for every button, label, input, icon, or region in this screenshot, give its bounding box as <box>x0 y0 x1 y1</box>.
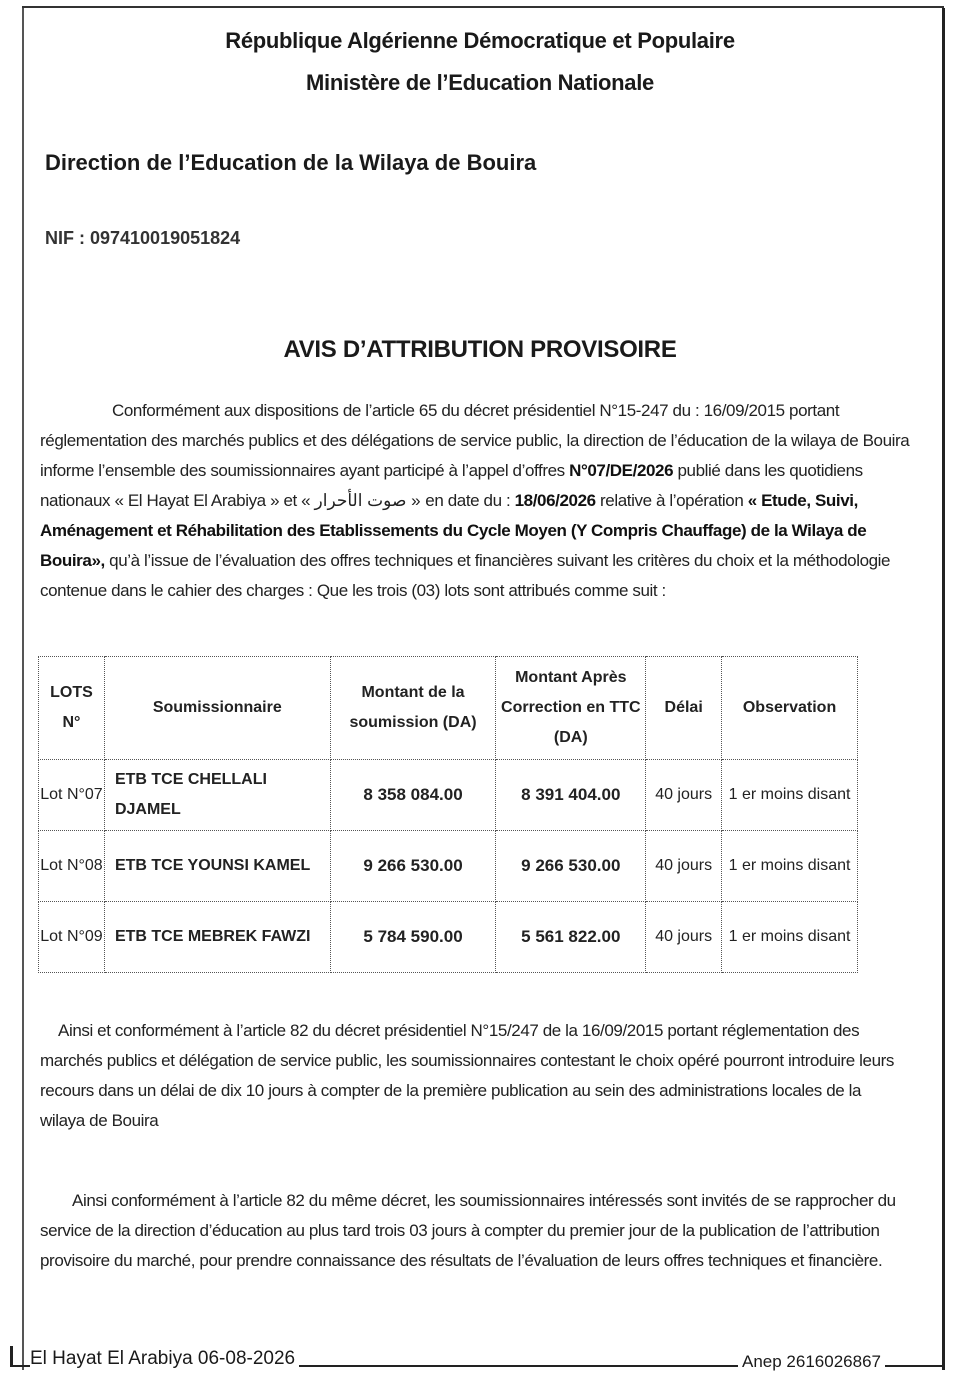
correction-cell: 8 391 404.00 <box>496 760 646 831</box>
republic-heading: République Algérienne Démocratique et Populaire <box>225 28 735 53</box>
correction-cell: 9 266 530.00 <box>496 831 646 902</box>
header-montant-soumission: Montant de la soumission (DA) <box>330 657 496 760</box>
correction-cell: 5 561 822.00 <box>496 902 646 973</box>
footer-corner <box>10 1346 13 1366</box>
footer-anep-reference: Anep 2616026867 <box>738 1352 885 1372</box>
header-soumissionnaire: Soumissionnaire <box>104 657 330 760</box>
footer-publication: El Hayat El Arabiya 06-08-2026 <box>30 1348 299 1370</box>
table-row <box>39 831 858 902</box>
intro-text-2: publié dans les quotidiens nationaux « El Hayat El Arabiya » et « صوت الأحرار » en date du : <box>40 461 863 510</box>
header-lots: LOTS N° <box>39 657 105 760</box>
montant-cell: 9 266 530.00 <box>330 831 496 902</box>
publication-date: 18/06/2026 <box>514 491 596 510</box>
direction-heading: Direction de l’Education de la Wilaya de Bouira <box>45 150 537 175</box>
operation-name: « Etude, Suivi, Aménagement et Réhabilitation des Etablissements du Cycle Moyen (Y Compris Chauffage) de la Wilaya de Bouira», <box>40 491 867 570</box>
convocation-paragraph <box>40 1186 910 1276</box>
intro-text-1: Conformément aux dispositions de l’article 65 du décret présidentiel N°15-247 du : 16/09/2015 portant réglementation des marchés publics et des délégations de service public, la direction de l’éducation de la wilaya de Bouira informe l’ensemble des soumissionnaires ayant participé à l’appel d’offres <box>40 401 910 480</box>
montant-cell: 5 784 590.00 <box>330 902 496 973</box>
table-row <box>39 902 858 973</box>
montant-cell: 8 358 084.00 <box>330 760 496 831</box>
delai-cell: 40 jours <box>646 831 722 902</box>
notice-title: AVIS D’ATTRIBUTION PROVISOIRE <box>283 336 677 363</box>
soumissionnaire-cell: ETB TCE CHELLALI DJAMEL <box>104 760 330 831</box>
lots-table <box>38 656 858 973</box>
ministry-heading: Ministère de l’Education Nationale <box>306 70 654 95</box>
recours-paragraph <box>40 1016 910 1136</box>
delai-cell: 40 jours <box>646 902 722 973</box>
intro-text-3: relative à l’opération <box>595 491 748 510</box>
observation-cell: 1 er moins disant <box>722 902 858 973</box>
delai-cell: 40 jours <box>646 760 722 831</box>
nif-number: NIF : 097410019051824 <box>45 228 241 248</box>
lot-cell: Lot N°09 <box>39 902 105 973</box>
header-delai: Délai <box>646 657 722 760</box>
soumissionnaire-cell: ETB TCE MEBREK FAWZI <box>104 902 330 973</box>
header-observation: Observation <box>722 657 858 760</box>
lot-cell: Lot N°07 <box>39 760 105 831</box>
observation-cell: 1 er moins disant <box>722 760 858 831</box>
convocation-text: Ainsi conformément à l’article 82 du même décret, les soumissionnaires intéressés sont invités de se rapprocher du service de la direction d’éducation au plus tard trois 03 jours à compter du premier jour de la publication de l’attribution provisoire du marché, pour prendre connaissance des résultats de l’évaluation de leurs offres techniques et financière. <box>40 1191 896 1270</box>
table-row <box>39 760 858 831</box>
observation-cell: 1 er moins disant <box>722 831 858 902</box>
intro-paragraph <box>40 396 910 606</box>
soumissionnaire-cell: ETB TCE YOUNSI KAMEL <box>104 831 330 902</box>
intro-text-4: qu’à l’issue de l’évaluation des offres techniques et financières suivant les critères du choix et la méthodologie contenue dans le cahier des charges : Que les trois (03) lots sont attribués comme suit : <box>40 551 891 600</box>
recours-text: Ainsi et conformément à l’article 82 du décret présidentiel N°15/247 de la 16/09/2015 portant réglementation des marchés publics et délégation de service public, les soumissionnaires contestant le choix opéré pourront introduire leurs recours dans un délai de dix 10 jours à compter de la première publication au sein des administrations locales de la wilaya de Bouira <box>40 1021 895 1130</box>
lot-cell: Lot N°08 <box>39 831 105 902</box>
tender-number: N°07/DE/2026 <box>569 461 674 480</box>
header-montant-correction: Montant Après Correction en TTC (DA) <box>496 657 646 760</box>
table-header-row <box>39 657 858 760</box>
